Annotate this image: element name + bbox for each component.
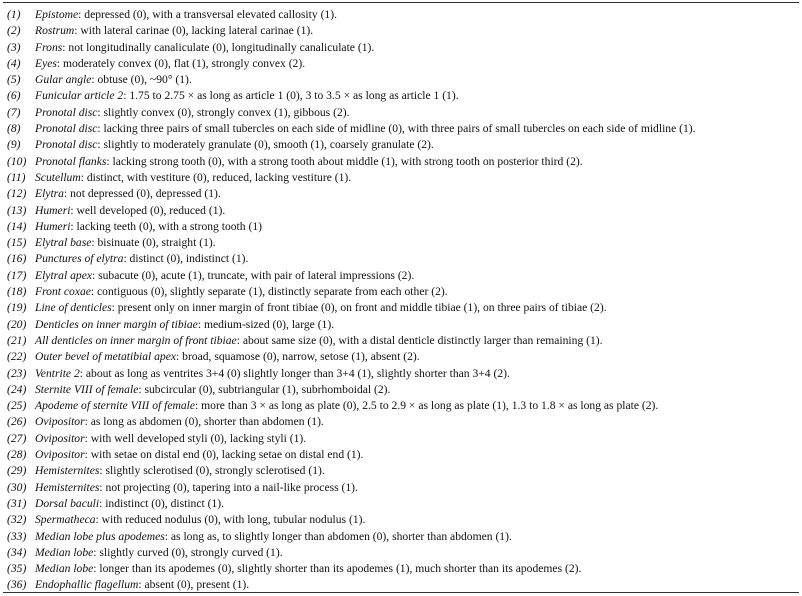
character-states: : more than 3 × as long as plate (0), 2.5 to 2.9 × as long as plate (1), 1.3 to 1.8 × as long as plate (2). [195, 399, 659, 413]
character-row [0, 545, 802, 561]
character-states: : obtuse (0), ~90° (1). [91, 73, 192, 87]
character-term: Hemisternites [35, 480, 100, 494]
character-number: (6) [7, 89, 21, 103]
character-row [0, 154, 802, 170]
character-row [0, 40, 802, 56]
character-row [0, 121, 802, 137]
character-row [0, 512, 802, 528]
character-states: : absent (0), present (1). [138, 578, 250, 592]
character-term: Pronotal disc [35, 105, 98, 119]
character-states: : moderately convex (0), flat (1), strongly convex (2). [56, 56, 306, 70]
character-term: Sternite VIII of female [35, 382, 139, 396]
character-states: : subcircular (0), subtriangular (1), subrhomboidal (2). [138, 382, 391, 396]
character-term: Ovipositor [35, 448, 85, 462]
character-states: : lacking three pairs of small tubercles on each side of midline (0), with three pairs of small tubercles on each side of midline (1). [97, 122, 696, 136]
character-term: Dorsal baculi [35, 496, 100, 510]
character-number: (24) [7, 382, 27, 396]
character-number: (1) [7, 8, 21, 21]
character-number: (12) [7, 187, 27, 201]
character-row [0, 137, 802, 153]
character-row [0, 170, 802, 186]
character-term: Pronotal flanks [35, 154, 107, 168]
character-number: (30) [7, 480, 27, 494]
character-states: : with reduced nodulus (0), with long, tubular nodulus (1). [95, 513, 366, 527]
character-states: : slightly curved (0), strongly curved (1). [93, 545, 283, 559]
character-number: (3) [7, 40, 21, 54]
character-number: (26) [7, 415, 27, 429]
character-number: (22) [7, 350, 27, 364]
character-term: Denticles on inner margin of tibiae [35, 317, 198, 331]
character-row [0, 235, 802, 251]
character-states: : slightly to moderately granulate (0), smooth (1), coarsely granulate (2). [97, 138, 434, 152]
character-row [0, 186, 802, 202]
character-number: (9) [7, 138, 21, 152]
character-row [0, 561, 802, 577]
character-term: Epistome [35, 8, 79, 21]
character-states: : distinct (0), indistinct (1). [123, 252, 249, 266]
character-number: (19) [7, 301, 27, 315]
character-states: : present only on inner margin of front tibiae (0), on front and middle tibiae (1), on three pairs of tibiae (2). [111, 301, 607, 315]
character-number: (2) [7, 24, 21, 38]
character-number: (7) [7, 105, 21, 119]
character-row [0, 105, 802, 121]
character-states: : longer than its apodemes (0), slightly shorter than its apodemes (1), much shorter than its apodemes (2). [93, 562, 582, 576]
character-number: (21) [7, 333, 27, 347]
character-number: (5) [7, 73, 21, 87]
character-row [0, 414, 802, 430]
character-term: Gular angle [35, 73, 92, 87]
character-row [0, 398, 802, 414]
character-row [0, 463, 802, 479]
character-row [0, 480, 802, 496]
character-states: : distinct, with vestiture (0), reduced, lacking vestiture (1). [80, 170, 352, 184]
character-row [0, 496, 802, 512]
character-rows [0, 7, 802, 594]
character-term: Endophallic flagellum [35, 578, 139, 592]
character-term: Ovipositor [35, 415, 85, 429]
character-number: (11) [7, 170, 26, 184]
character-term: Elytral base [35, 236, 92, 250]
character-row [0, 300, 802, 316]
character-states: : depressed (0), with a transversal elevated callosity (1). [78, 8, 337, 21]
character-states: : not longitudinally canaliculate (0), longitudinally canaliculate (1). [62, 40, 375, 54]
character-term: Funicular article 2 [35, 89, 124, 103]
character-row [0, 366, 802, 382]
character-row [0, 23, 802, 39]
character-number: (18) [7, 285, 27, 299]
character-row [0, 219, 802, 235]
character-term: All denticles on inner margin of front tibiae [35, 333, 237, 347]
table-top-rule [3, 2, 799, 3]
character-states: : lacking teeth (0), with a strong tooth (1) [70, 219, 262, 233]
character-term: Median lobe [35, 545, 94, 559]
character-number: (20) [7, 317, 27, 331]
character-term: Ventrite 2 [35, 366, 80, 380]
character-states: : with lateral carinae (0), lacking lateral carinae (1). [74, 24, 314, 38]
character-number: (29) [7, 464, 27, 478]
character-number: (8) [7, 122, 21, 136]
character-number: (31) [7, 496, 27, 510]
character-number: (10) [7, 154, 27, 168]
character-term: Hemisternites [35, 464, 100, 478]
character-term: Line of denticles [35, 301, 112, 315]
character-number: (28) [7, 448, 27, 462]
character-term: Ovipositor [35, 431, 85, 445]
character-states: : indistinct (0), distinct (1). [99, 496, 225, 510]
character-term: Median lobe plus apodemes [35, 529, 165, 543]
character-term: Median lobe [35, 562, 94, 576]
character-number: (34) [7, 545, 27, 559]
character-states: : broad, squamose (0), narrow, setose (1), absent (2). [176, 350, 420, 364]
character-row [0, 333, 802, 349]
character-row [0, 56, 802, 72]
character-number: (33) [7, 529, 27, 543]
character-states: : about same size (0), with a distal denticle distinctly larger than remaining (1). [236, 333, 603, 347]
character-row [0, 317, 802, 333]
character-term: Eyes [35, 56, 57, 70]
character-number: (15) [7, 236, 27, 250]
character-row [0, 268, 802, 284]
character-states: : as long as, to slightly longer than abdomen (0), shorter than abdomen (1). [164, 529, 512, 543]
character-term: Front coxae [35, 285, 91, 299]
character-number: (36) [7, 578, 27, 592]
character-term: Spermatheca [35, 513, 96, 527]
character-row [0, 529, 802, 545]
character-number: (32) [7, 513, 27, 527]
character-number: (13) [7, 203, 27, 217]
character-number: (27) [7, 431, 27, 445]
character-number: (23) [7, 366, 27, 380]
character-term: Pronotal disc [35, 138, 98, 152]
character-states: : with setae on distal end (0), lacking setae on distal end (1). [84, 448, 364, 462]
character-term: Pronotal disc [35, 122, 98, 136]
character-number: (25) [7, 399, 27, 413]
character-states: : subacute (0), acute (1), truncate, with pair of lateral impressions (2). [91, 268, 415, 282]
character-states: : not depressed (0), depressed (1). [63, 187, 221, 201]
character-states: : contiguous (0), slightly separate (1), distinctly separate from each other (2). [90, 285, 448, 299]
character-states: : slightly sclerotised (0), strongly sclerotised (1). [99, 464, 325, 478]
table-bottom-rule [3, 592, 799, 593]
character-number: (16) [7, 252, 27, 266]
character-row [0, 203, 802, 219]
character-number: (14) [7, 219, 27, 233]
character-states: : lacking strong tooth (0), with a strong tooth about middle (1), with strong tooth on posterior third (2). [106, 154, 583, 168]
character-states: : medium-sized (0), large (1). [197, 317, 335, 331]
character-states: : bisinuate (0), straight (1). [91, 236, 216, 250]
character-row [0, 7, 802, 23]
character-states: : about as long as ventrites 3+4 (0) slightly longer than 3+4 (1), slightly shorter than 3+4 (2). [79, 366, 510, 380]
character-row [0, 72, 802, 88]
character-row [0, 88, 802, 104]
character-row [0, 431, 802, 447]
character-states: : with well developed styli (0), lacking styli (1). [84, 431, 307, 445]
character-term: Frons [35, 40, 63, 54]
character-term: Apodeme of sternite VIII of female [35, 399, 196, 413]
character-number: (17) [7, 268, 27, 282]
character-term: Punctures of elytra [35, 252, 124, 266]
character-term: Scutellum [35, 170, 81, 184]
character-term: Elytral apex [35, 268, 92, 282]
character-states: : slightly convex (0), strongly convex (1), gibbous (2). [97, 105, 350, 119]
character-row [0, 251, 802, 267]
character-states: : as long as abdomen (0), shorter than abdomen (1). [84, 415, 324, 429]
character-row [0, 349, 802, 365]
character-term: Elytra [35, 187, 64, 201]
character-states: : 1.75 to 2.75 × as long as article 1 (0), 3 to 3.5 × as long as article 1 (1). [123, 89, 459, 103]
character-number: (35) [7, 562, 27, 576]
character-term: Humeri [35, 203, 71, 217]
character-term: Humeri [35, 219, 71, 233]
character-row [0, 447, 802, 463]
character-term: Outer bevel of metatibial apex [35, 350, 177, 364]
character-states: : well developed (0), reduced (1). [70, 203, 226, 217]
character-states: : not projecting (0), tapering into a nail-like process (1). [99, 480, 358, 494]
character-row [0, 284, 802, 300]
character-number: (4) [7, 56, 21, 70]
character-row [0, 382, 802, 398]
character-term: Rostrum [35, 24, 75, 38]
